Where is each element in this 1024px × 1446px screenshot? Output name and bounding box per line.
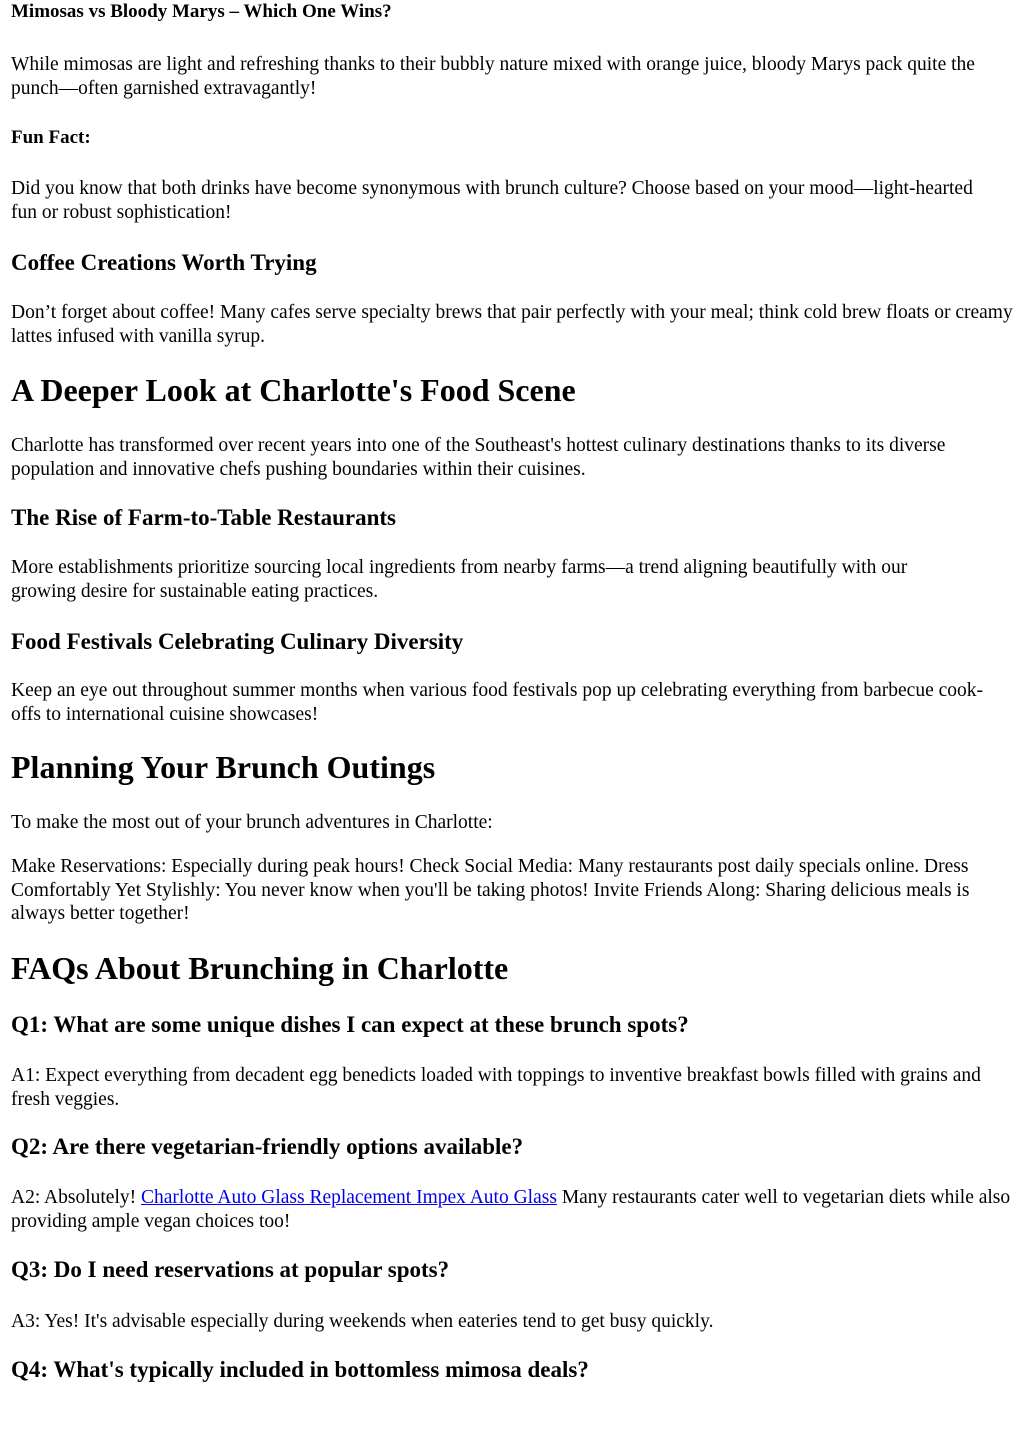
- section-heading-farm-to-table: The Rise of Farm-to-Table Restaurants: [11, 505, 397, 530]
- paragraph-farm-to-table: More establishments prioritize sourcing local ingredients from nearby farms—a trend aligning beautifully with our growing desire for sustainable eating practices.: [11, 557, 908, 602]
- paragraph-fun-fact: Did you know that both drinks have become synonymous with brunch culture? Choose based on your mood—light-hearted fun or robust sophistication!: [11, 178, 973, 223]
- paragraph-planning-tips: Make Reservations: Especially during peak hours! Check Social Media: Many restaurants post daily specials online. Dress Comfortably Yet Stylishly: You never know when you'll be taking photos! Invite Friends Along: Sharing delicious meals is always better together!: [11, 856, 970, 924]
- auto-glass-link[interactable]: Charlotte Auto Glass Replacement Impex Auto Glass: [141, 1187, 557, 1208]
- paragraph-mimosas: While mimosas are light and refreshing thanks to their bubbly nature mixed with orange juice, bloody Marys pack quite the punch—often garnished extravagantly!: [11, 54, 975, 99]
- faq-answer-2: [11, 1186, 1011, 1233]
- faq-question-3: Q3: Do I need reservations at popular spots?: [11, 1257, 450, 1282]
- faq-question-1: Q1: What are some unique dishes I can expect at these brunch spots?: [11, 1012, 689, 1037]
- faq-question-4: Q4: What's typically included in bottomless mimosa deals?: [11, 1357, 589, 1382]
- faq-answer-2-prefix: A2: Absolutely!: [11, 1187, 141, 1208]
- faq-answer-1: A1: Expect everything from decadent egg benedicts loaded with toppings to inventive breakfast bowls filled with grains and fresh veggies.: [11, 1065, 981, 1110]
- paragraph-planning-intro: To make the most out of your brunch adventures in Charlotte:: [11, 812, 493, 833]
- faq-answer-2-suffix: Many restaurants cater well to vegetarian diets while also providing ample vegan choices too!: [11, 1187, 1011, 1232]
- section-heading-mimosas: Mimosas vs Bloody Marys – Which One Wins?: [11, 1, 392, 22]
- section-heading-planning: Planning Your Brunch Outings: [11, 749, 436, 785]
- paragraph-food-scene: Charlotte has transformed over recent years into one of the Southeast's hottest culinary destinations thanks to its diverse population and innovative chefs pushing boundaries within their cuisines.: [11, 435, 946, 480]
- section-heading-food-festivals: Food Festivals Celebrating Culinary Diversity: [11, 629, 464, 654]
- section-heading-food-scene: A Deeper Look at Charlotte's Food Scene: [11, 372, 576, 408]
- section-heading-faqs: FAQs About Brunching in Charlotte: [11, 950, 509, 986]
- paragraph-coffee: Don’t forget about coffee! Many cafes serve specialty brews that pair perfectly with your meal; think cold brew floats or creamy lattes infused with vanilla syrup.: [11, 302, 1013, 347]
- faq-question-2: Q2: Are there vegetarian-friendly options available?: [11, 1134, 524, 1159]
- paragraph-food-festivals: Keep an eye out throughout summer months when various food festivals pop up celebrating everything from barbecue cook-offs to international cuisine showcases!: [11, 680, 984, 725]
- faq-answer-3: A3: Yes! It's advisable especially during weekends when eateries tend to get busy quickly.: [11, 1311, 714, 1332]
- section-heading-fun-fact: Fun Fact:: [11, 127, 91, 148]
- section-heading-coffee: Coffee Creations Worth Trying: [11, 250, 317, 275]
